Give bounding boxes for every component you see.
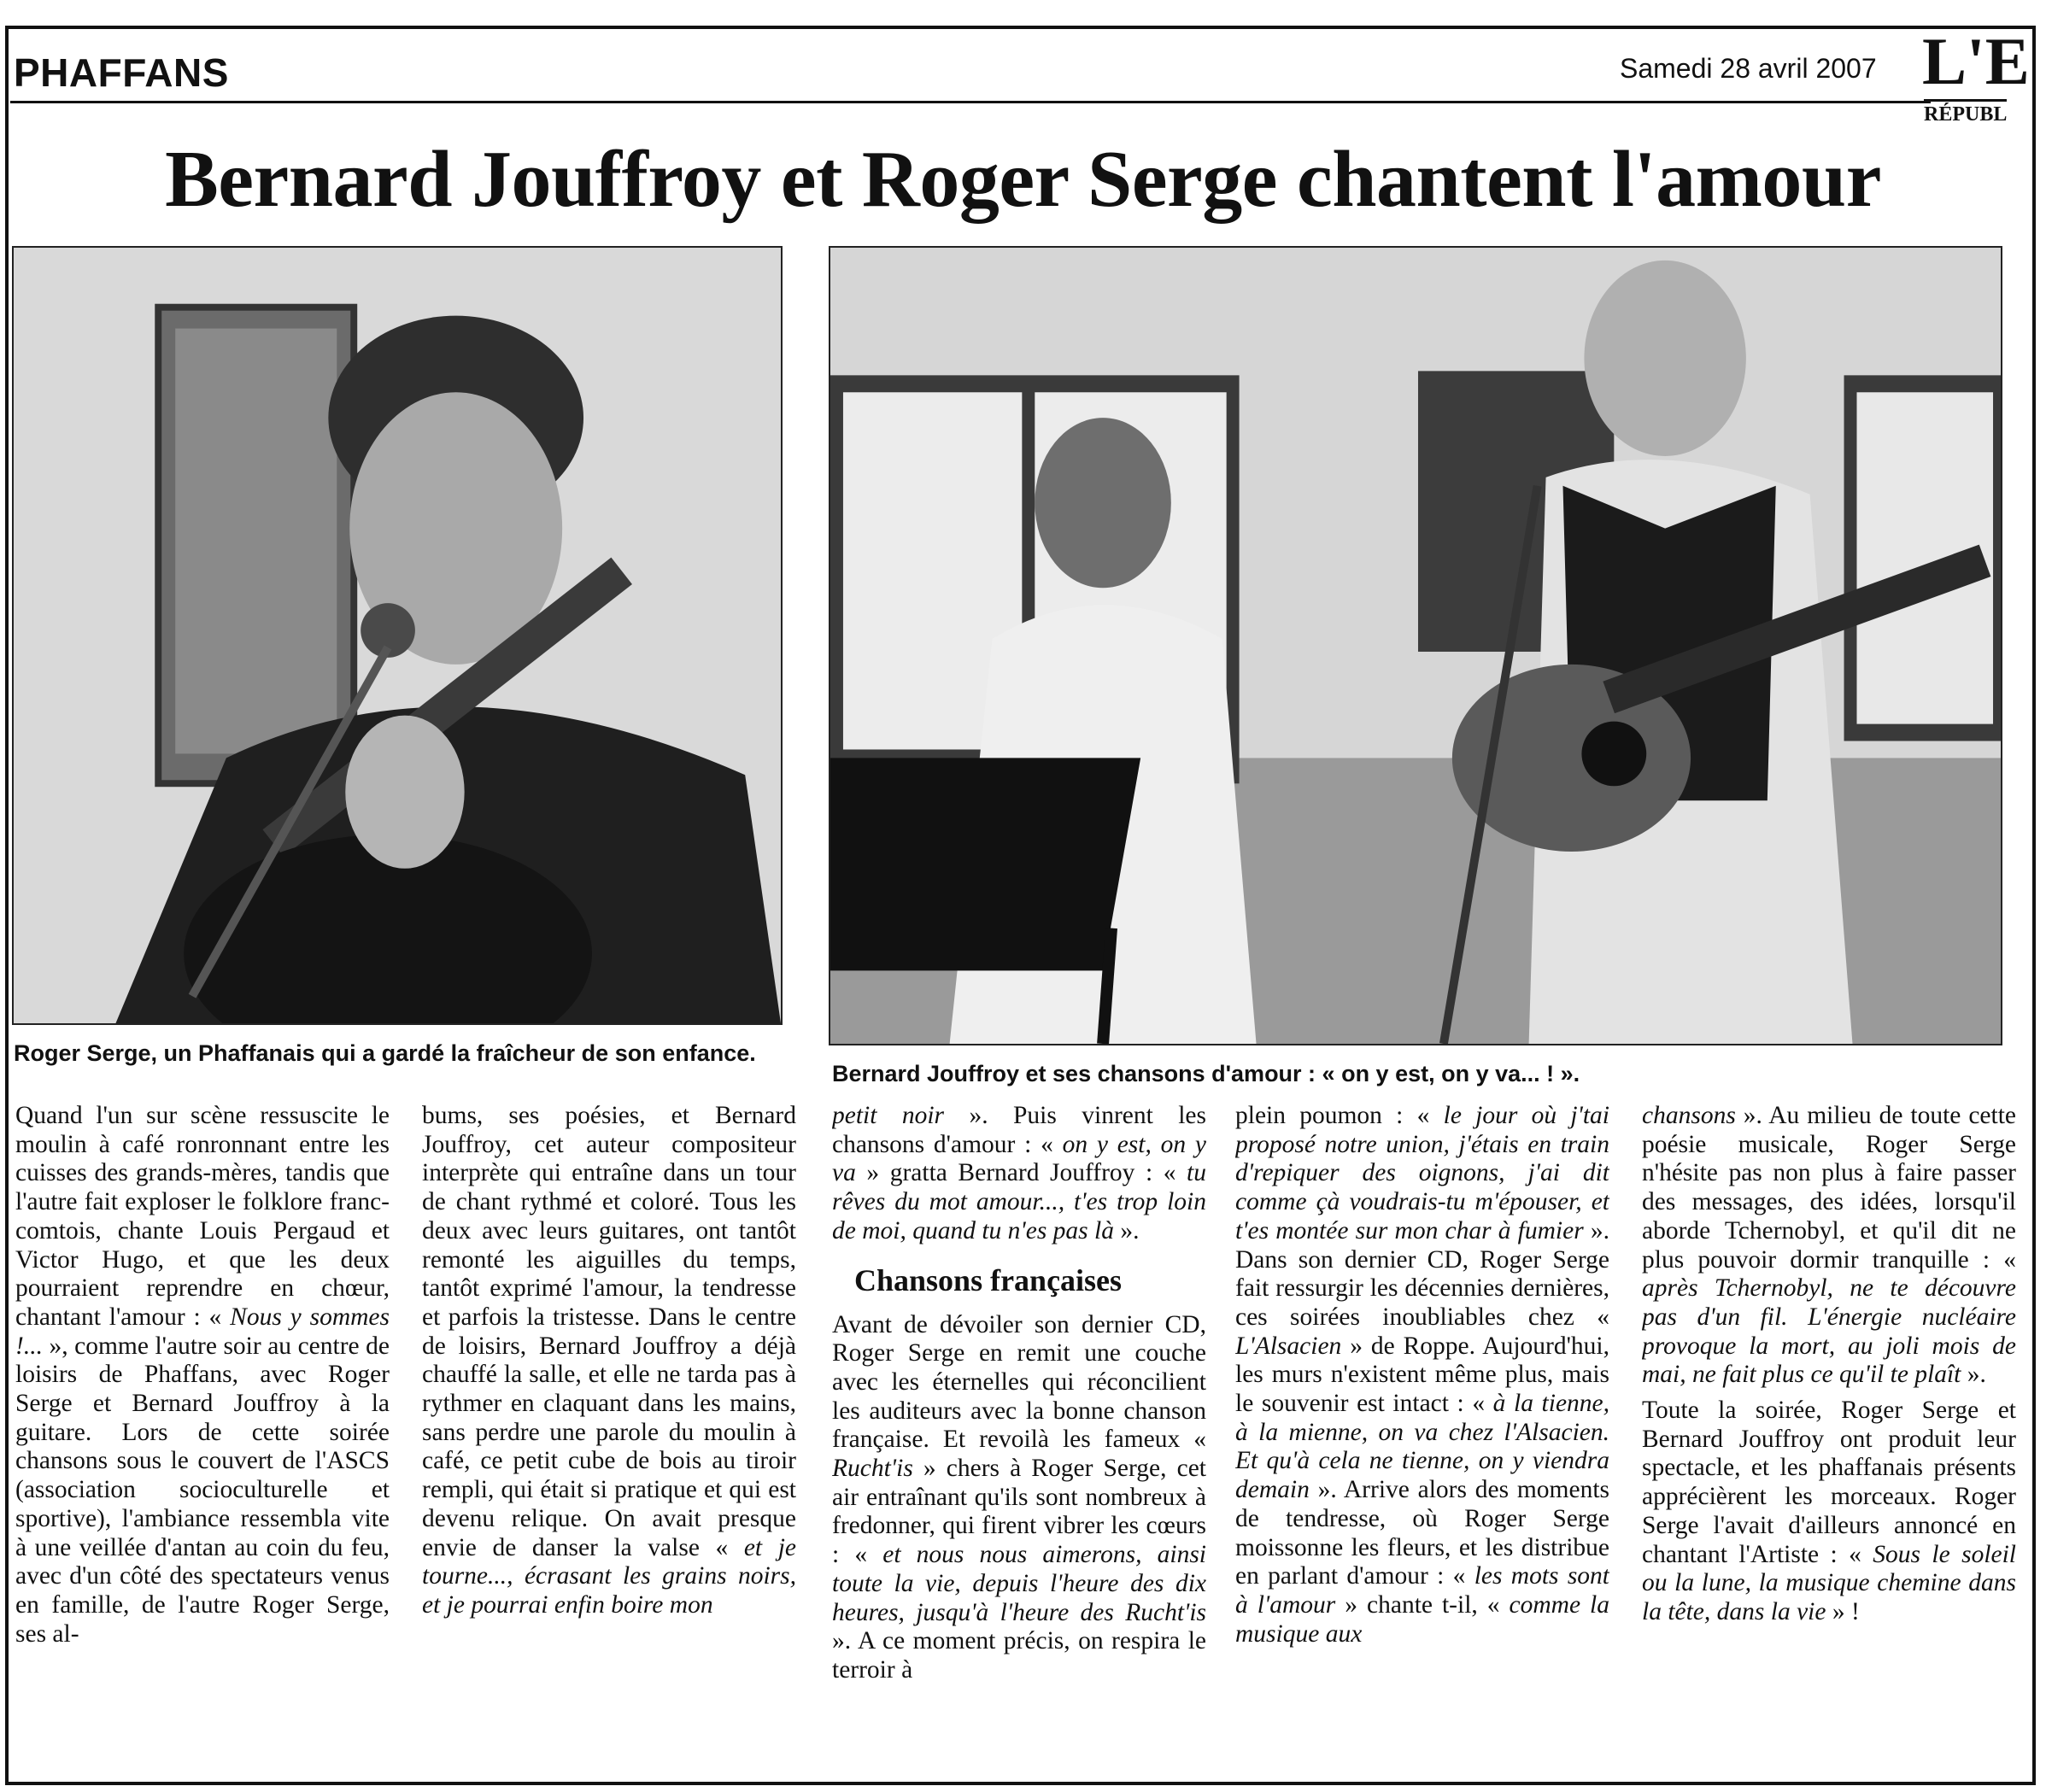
body-text: Toute la soirée, Roger Serge et Bernard Jouffroy ont produit leur spectacle, et les phaffanais présents apprécièrent les morceaux. Roger Serge l'avait d'ailleurs annoncé en chantant l'Artiste : « [1642, 1397, 2016, 1568]
article-paragraph [1235, 1102, 1609, 1649]
article-column-2 [422, 1102, 796, 1777]
article-paragraph [832, 1311, 1206, 1685]
body-text: plein poumon : « [1235, 1102, 1444, 1129]
body-text: Quand l'un sur scène ressuscite le moulin à café ronronnant entre les cuisses des grands-mères, tandis que l'autre fait exploser le folklore franc-comtois, chante Louis Pergaud et Victor Hugo, et que les deux pourraient reprendre en chœur, chantant l'amour : « [15, 1102, 390, 1331]
quoted-lyric: et nous nous aimerons, ainsi toute la vie, depuis l'heure des dix heures, jusqu'à l'heure des Rucht'is [832, 1541, 1206, 1626]
article-paragraph [832, 1102, 1206, 1246]
article-headline: Bernard Jouffroy et Roger Serge chantent l'amour [165, 135, 1881, 224]
quoted-lyric: et je tourne..., écrasant les grains noirs, et je pourrai enfin boire mon [422, 1533, 796, 1619]
article-subheading: Chansons françaises [854, 1262, 1123, 1297]
body-text: » chante t-il, « [1335, 1590, 1510, 1619]
quoted-lyric: à la tienne, à la mienne, on va chez l'Alsacien. Et qu'à cela ne tienne, on y viendra demain [1235, 1390, 1609, 1504]
body-text: » chers à Roger Serge, cet air entraînant qu'ils sont nombreux à fredonner, qui firent vibrer les cœurs : « [832, 1455, 1206, 1569]
article-paragraph [422, 1102, 796, 1620]
article-column-1 [15, 1102, 390, 1777]
body-text: ». A ce moment précis, on respira le terroir à [832, 1627, 1206, 1684]
quoted-lyric: Sous le soleil ou la lune, la musique chemine dans la tête, dans la vie [1642, 1540, 2016, 1625]
quoted-lyric: les mots sont à l'amour [1235, 1562, 1609, 1619]
body-text: ». Arrive alors des moments de tendresse, où Roger Serge moissonne les fleurs, et les distribue en parlant d'amour : « [1235, 1476, 1609, 1590]
body-text: » gratta Bernard Jouffroy : « [855, 1159, 1187, 1187]
quoted-lyric: comme la musique aux [1235, 1590, 1609, 1648]
body-text: ». Au milieu de toute cette poésie musicale, Roger Serge n'hésite pas non plus à faire passer des messages, des idées, lorsqu'il aborde Tchernobyl, et qu'il dit ne plus pouvoir dormir tranquille : « [1642, 1102, 2016, 1274]
article-column-5 [1642, 1102, 2016, 1777]
article-paragraph [1642, 1102, 2016, 1390]
publication-date: Samedi 28 avril 2007 [1620, 53, 1877, 84]
logo-text: L'E [1922, 29, 2030, 98]
quoted-lyric: tu rêves du mot amour..., t'es trop loin de moi, quand tu n'es pas là [832, 1159, 1206, 1244]
photo-caption: Bernard Jouffroy et ses chansons d'amour : « on y est, on y va... ! ». [832, 1061, 1580, 1086]
body-text: ». Puis vinrent les chansons d'amour : « [832, 1102, 1206, 1158]
body-text: bums, ses poésies, et Bernard Jouffroy, cet auteur compositeur interprète qui entraîne dans un tour de chant rythmé et coloré. Tous les deux avec leurs guitares, ont tantôt remonté les aiguilles du temps, tantôt exprimé l'amour, la tendresse et parfois la tristesse. Dans le centre de loisirs, Bernard Jouffroy a déjà chauffé la salle, et elle ne tarda pas à rythmer en claquant dans les mains, sans perdre une parole du moulin à café, ce petit cube de bois au tiroir rempli, qui était si pratique et qui est devenu relique. On avait presque envie de danser la valse « [422, 1102, 796, 1561]
quoted-lyric: Rucht'is [832, 1455, 913, 1483]
article-paragraph [15, 1102, 390, 1649]
quoted-lyric: on y est, on y va [832, 1130, 1206, 1187]
quoted-lyric: chansons [1642, 1102, 1736, 1129]
body-text: », comme l'autre soir au centre de loisirs de Phaffans, avec Roger Serge et Bernard Jouffroy à la guitare. Lors de cette soirée chansons sous le couvert de l'ASCS (association socioculturelle et sportive), l'ambiance ressembla vite à une veillée d'antan au coin du feu, avec d'un côté des spectateurs venus en famille, de l'autre Roger Serge, ses al- [15, 1332, 390, 1648]
article-column-3 [832, 1102, 1206, 1777]
body-text: ». [1113, 1216, 1140, 1244]
body-text: Avant de dévoiler son dernier CD, Roger Serge en remit une couche avec les éternelles qui réconcilient les auditeurs avec la bonne chanson française. Et revoilà les fameux « [832, 1310, 1206, 1454]
quoted-lyric: L'Alsacien [1235, 1332, 1342, 1360]
quoted-lyric: Nous y sommes !... [15, 1303, 390, 1360]
quoted-lyric: petit noir [832, 1102, 945, 1129]
section-title: PHAFFANS [14, 50, 229, 95]
body-text: » de Roppe. Aujourd'hui, les murs n'existent même plus, mais le souvenir est intact : « [1235, 1332, 1609, 1418]
photo-bernard-jouffroy [829, 246, 2002, 1045]
logo-subtext: RÉPUBL [1924, 99, 2007, 126]
photo-roger-serge [12, 246, 783, 1025]
header-rule [10, 101, 1931, 103]
photo-illustration [14, 248, 781, 1023]
quoted-lyric: le jour où j'tai proposé notre union, j'étais en train d'repiquer des oignons, j'ai dit comme çà voudrais-tu m'épouser, et t'es montée sur mon char à fumier [1235, 1102, 1609, 1244]
newspaper-logo [1919, 29, 2037, 130]
quoted-lyric: après Tchernobyl, ne te découvre pas d'un fil. L'énergie nucléaire provoque la mort, au joli mois de mai, ne fait plus ce qu'il te plaît [1642, 1274, 2016, 1389]
body-text: » ! [1826, 1597, 1860, 1625]
article-column-4 [1235, 1102, 1609, 1777]
body-text: ». [1961, 1361, 1986, 1389]
body-text: ». Dans son dernier CD, Roger Serge fait ressurgir les décennies dernières, ces soirées inoubliables chez « [1235, 1216, 1609, 1331]
article-paragraph [1642, 1397, 2016, 1627]
photo-caption: Roger Serge, un Phaffanais qui a gardé la fraîcheur de son enfance. [14, 1040, 756, 1066]
photo-illustration [830, 248, 2001, 1044]
